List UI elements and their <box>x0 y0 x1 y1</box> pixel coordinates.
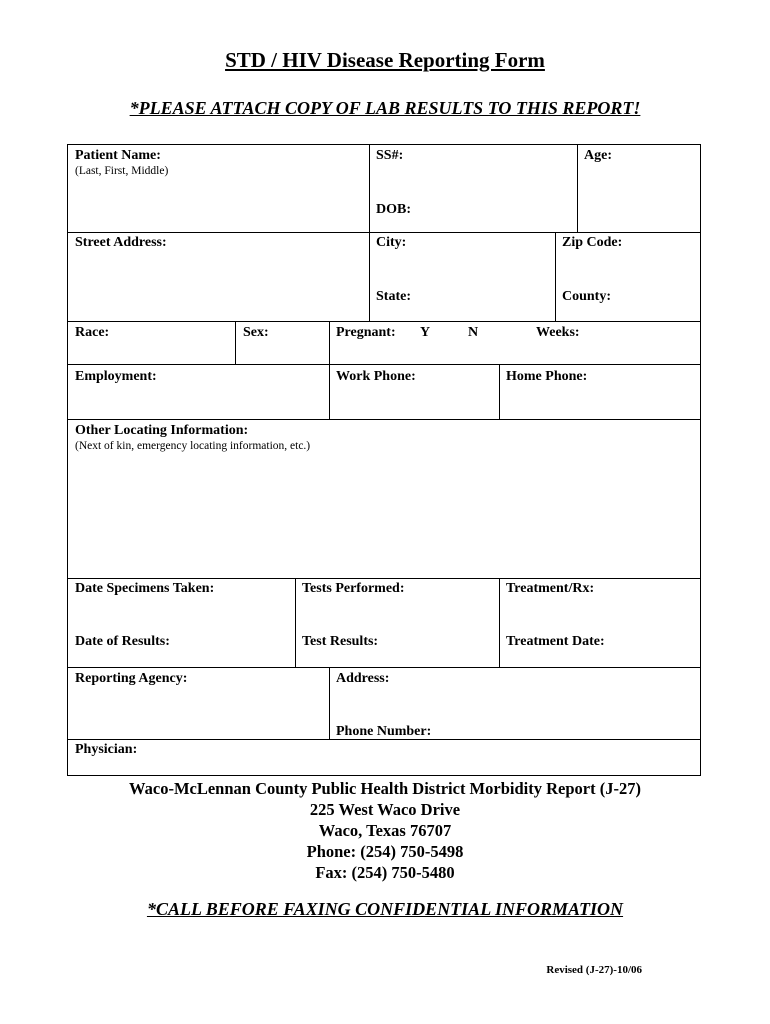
ss-label: SS#: <box>376 148 404 163</box>
tests-performed-label: Tests Performed: <box>302 581 405 596</box>
row-divider <box>68 364 700 365</box>
treatment-date-label: Treatment Date: <box>506 634 605 649</box>
employment-label: Employment: <box>75 369 157 384</box>
column-divider <box>499 578 500 667</box>
county-label: County: <box>562 289 612 304</box>
patient-name-label: Patient Name: <box>75 148 161 163</box>
city-label: City: <box>376 235 407 250</box>
column-divider <box>235 321 236 364</box>
physician-label: Physician: <box>75 742 138 757</box>
date-specimens-label: Date Specimens Taken: <box>75 581 215 596</box>
footer-phone-line: Phone: (254) 750-5498 <box>306 842 464 861</box>
test-results-label: Test Results: <box>302 634 379 649</box>
column-divider <box>369 145 370 232</box>
column-divider <box>499 364 500 419</box>
reporting-agency-label: Reporting Agency: <box>75 671 188 686</box>
weeks-label: Weeks: <box>536 325 580 340</box>
other-locating-hint: (Next of kin, emergency locating information, etc.) <box>75 440 311 452</box>
street-address-label: Street Address: <box>75 235 167 250</box>
age-label: Age: <box>584 148 612 163</box>
attach-lab-results-notice: *PLEASE ATTACH COPY OF LAB RESULTS TO THIS REPORT! <box>129 98 641 118</box>
footer-city-line: Waco, Texas 76707 <box>318 821 452 840</box>
footer-street-line: 225 West Waco Drive <box>309 800 461 819</box>
sex-label: Sex: <box>243 325 269 340</box>
column-divider <box>295 578 296 667</box>
row-divider <box>68 419 700 420</box>
address-label: Address: <box>336 671 390 686</box>
reporting-form <box>67 144 701 776</box>
treatment-rx-label: Treatment/Rx: <box>506 581 595 596</box>
zip-code-label: Zip Code: <box>562 235 623 250</box>
column-divider <box>369 232 370 321</box>
pregnant-label: Pregnant: <box>336 325 396 340</box>
footer-fax-line: Fax: (254) 750-5480 <box>315 863 455 882</box>
race-label: Race: <box>75 325 110 340</box>
row-divider <box>68 321 700 322</box>
home-phone-label: Home Phone: <box>506 369 588 384</box>
footer-agency-line: Waco-McLennan County Public Health District Morbidity Report (J-27) <box>129 779 641 798</box>
row-divider <box>68 667 700 668</box>
state-label: State: <box>376 289 411 304</box>
column-divider <box>329 667 330 739</box>
column-divider <box>555 232 556 321</box>
column-divider <box>577 145 578 232</box>
phone-number-label: Phone Number: <box>336 724 432 739</box>
column-divider <box>329 321 330 364</box>
date-of-results-label: Date of Results: <box>75 634 170 649</box>
pregnant-no-option: N <box>468 325 479 340</box>
column-divider <box>329 364 330 419</box>
row-divider <box>68 578 700 579</box>
call-before-faxing-notice: *CALL BEFORE FAXING CONFIDENTIAL INFORMATION <box>146 899 624 919</box>
revision-note: Revised (J-27)-10/06 <box>546 964 642 976</box>
pregnant-yes-option: Y <box>420 325 431 340</box>
work-phone-label: Work Phone: <box>336 369 416 384</box>
row-divider <box>68 232 700 233</box>
other-locating-label: Other Locating Information: <box>75 423 249 438</box>
dob-label: DOB: <box>376 202 411 217</box>
patient-name-hint: (Last, First, Middle) <box>75 165 169 177</box>
form-title: STD / HIV Disease Reporting Form <box>225 48 545 72</box>
